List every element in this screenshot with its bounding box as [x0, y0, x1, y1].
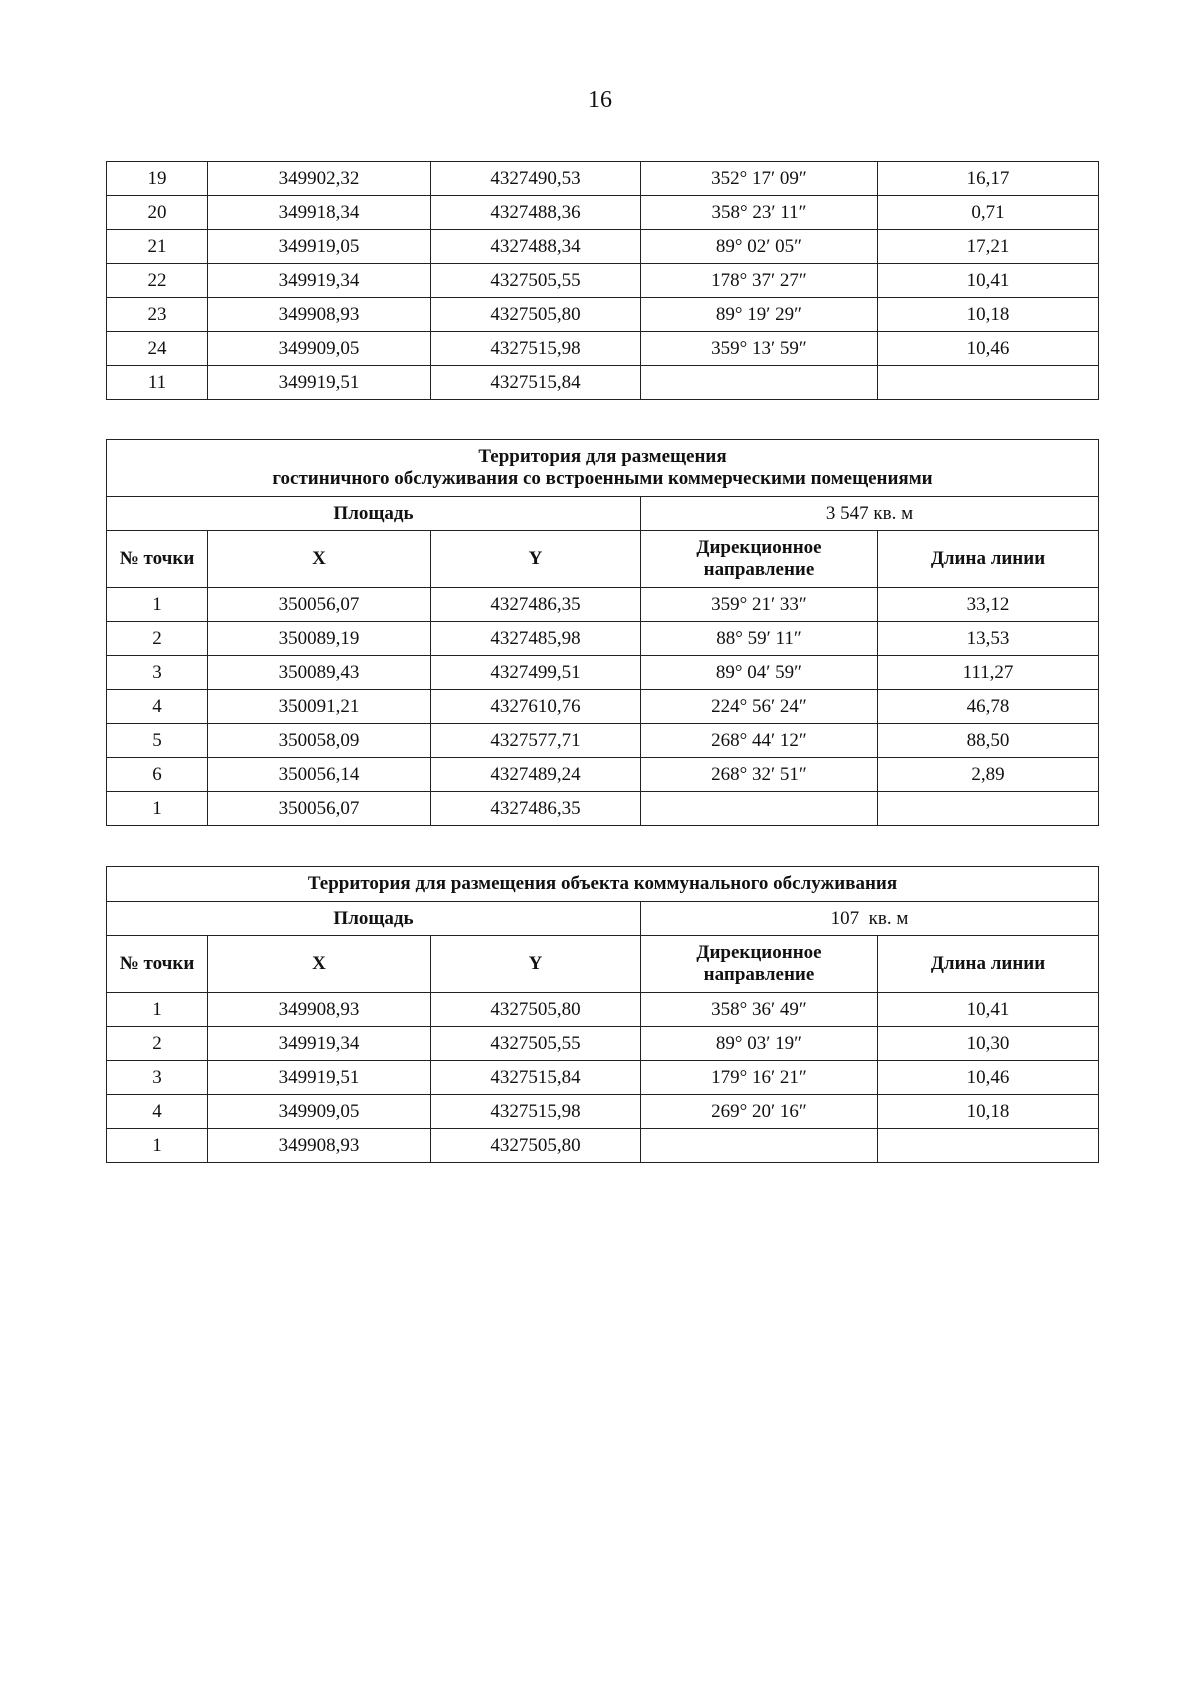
- table-row: [107, 332, 1099, 366]
- table-row: [107, 1129, 1099, 1163]
- cell-x: 349908,93: [208, 298, 431, 332]
- cell-direction: 269° 20′ 16″: [641, 1095, 878, 1129]
- area-row: [107, 497, 1099, 531]
- cell-y: 4327515,98: [431, 332, 641, 366]
- cell-point-number: 1: [107, 1129, 208, 1163]
- cell-direction: [641, 792, 878, 826]
- cell-line-length: 111,27: [878, 656, 1099, 690]
- cell-point-number: 1: [107, 993, 208, 1027]
- cell-line-length: 10,41: [878, 264, 1099, 298]
- cell-direction: 268° 44′ 12″: [641, 724, 878, 758]
- cell-y: 4327486,35: [431, 588, 641, 622]
- table-row: [107, 622, 1099, 656]
- table-row: [107, 758, 1099, 792]
- cell-point-number: 19: [107, 162, 208, 196]
- cell-direction: 89° 04′ 59″: [641, 656, 878, 690]
- table-title-line-1: Территория для размещения: [478, 446, 727, 467]
- cell-y: 4327488,34: [431, 230, 641, 264]
- cell-x: 349919,51: [208, 1061, 431, 1095]
- cell-x: 349909,05: [208, 332, 431, 366]
- table-3-body: [107, 993, 1099, 1163]
- table-row: [107, 230, 1099, 264]
- cell-y: 4327505,80: [431, 298, 641, 332]
- cell-point-number: 1: [107, 588, 208, 622]
- cell-x: 349908,93: [208, 1129, 431, 1163]
- table-row: [107, 1061, 1099, 1095]
- cell-x: 350089,43: [208, 656, 431, 690]
- table-title-row: [107, 440, 1099, 497]
- cell-point-number: 20: [107, 196, 208, 230]
- cell-line-length: 10,18: [878, 1095, 1099, 1129]
- table-row: [107, 264, 1099, 298]
- cell-y: 4327490,53: [431, 162, 641, 196]
- cell-y: 4327610,76: [431, 690, 641, 724]
- cell-line-length: [878, 366, 1099, 400]
- cell-point-number: 4: [107, 690, 208, 724]
- cell-x: 350056,07: [208, 792, 431, 826]
- cell-x: 349909,05: [208, 1095, 431, 1129]
- cell-line-length: 10,46: [878, 1061, 1099, 1095]
- cell-direction: [641, 366, 878, 400]
- table-row: [107, 1095, 1099, 1129]
- cell-line-length: 2,89: [878, 758, 1099, 792]
- table-title: Территория для размещения объекта коммунального обслуживания: [107, 867, 1099, 902]
- cell-y: 4327515,98: [431, 1095, 641, 1129]
- cell-line-length: 33,12: [878, 588, 1099, 622]
- cell-direction: 359° 13′ 59″: [641, 332, 878, 366]
- cell-x: 349902,32: [208, 162, 431, 196]
- header-row: [107, 531, 1099, 588]
- header-line-length: Длина линии: [878, 531, 1099, 588]
- table-row: [107, 196, 1099, 230]
- header-y: Y: [431, 531, 641, 588]
- cell-x: 350089,19: [208, 622, 431, 656]
- cell-line-length: 10,41: [878, 993, 1099, 1027]
- table-2-body: [107, 588, 1099, 826]
- cell-y: 4327505,80: [431, 993, 641, 1027]
- cell-point-number: 3: [107, 1061, 208, 1095]
- cell-point-number: 22: [107, 264, 208, 298]
- area-label: Площадь: [107, 497, 641, 531]
- cell-line-length: 46,78: [878, 690, 1099, 724]
- cell-line-length: 0,71: [878, 196, 1099, 230]
- cell-y: 4327505,80: [431, 1129, 641, 1163]
- table-1-body: [107, 162, 1099, 400]
- table-row: [107, 724, 1099, 758]
- table-row: [107, 656, 1099, 690]
- area-value: 107 кв. м: [641, 902, 1099, 936]
- cell-x: 350056,14: [208, 758, 431, 792]
- cell-line-length: 10,18: [878, 298, 1099, 332]
- cell-y: 4327515,84: [431, 366, 641, 400]
- cell-direction: 359° 21′ 33″: [641, 588, 878, 622]
- cell-line-length: 16,17: [878, 162, 1099, 196]
- cell-direction: 178° 37′ 27″: [641, 264, 878, 298]
- header-direction-line-2: направление: [703, 964, 815, 985]
- header-point-number: № точки: [107, 531, 208, 588]
- area-row: [107, 902, 1099, 936]
- header-y: Y: [431, 936, 641, 993]
- cell-direction: 224° 56′ 24″: [641, 690, 878, 724]
- table-title-row: [107, 867, 1099, 902]
- cell-line-length: 10,30: [878, 1027, 1099, 1061]
- cell-line-length: 10,46: [878, 332, 1099, 366]
- cell-line-length: [878, 1129, 1099, 1163]
- cell-point-number: 5: [107, 724, 208, 758]
- cell-direction: 358° 23′ 11″: [641, 196, 878, 230]
- cell-point-number: 2: [107, 1027, 208, 1061]
- table-row: [107, 993, 1099, 1027]
- cell-y: 4327488,36: [431, 196, 641, 230]
- cell-point-number: 4: [107, 1095, 208, 1129]
- cell-direction: 268° 32′ 51″: [641, 758, 878, 792]
- table-row: [107, 588, 1099, 622]
- cell-direction: 89° 03′ 19″: [641, 1027, 878, 1061]
- table-row: [107, 792, 1099, 826]
- cell-x: 349918,34: [208, 196, 431, 230]
- header-row: [107, 936, 1099, 993]
- table-row: [107, 1027, 1099, 1061]
- area-label: Площадь: [107, 902, 641, 936]
- cell-x: 349908,93: [208, 993, 431, 1027]
- communal-territory-table: [106, 866, 1099, 1163]
- page-number: 16: [588, 87, 612, 113]
- cell-point-number: 23: [107, 298, 208, 332]
- cell-point-number: 2: [107, 622, 208, 656]
- cell-line-length: 88,50: [878, 724, 1099, 758]
- header-point-number: № точки: [107, 936, 208, 993]
- header-x: X: [208, 936, 431, 993]
- cell-line-length: 13,53: [878, 622, 1099, 656]
- cell-y: 4327485,98: [431, 622, 641, 656]
- cell-point-number: 1: [107, 792, 208, 826]
- header-x: X: [208, 531, 431, 588]
- cell-direction: 88° 59′ 11″: [641, 622, 878, 656]
- header-direction-line-1: Дирекционное: [696, 942, 822, 963]
- cell-y: 4327489,24: [431, 758, 641, 792]
- coordinates-table-continuation: [106, 161, 1099, 400]
- cell-x: 349919,34: [208, 1027, 431, 1061]
- cell-y: 4327505,55: [431, 1027, 641, 1061]
- cell-direction: 352° 17′ 09″: [641, 162, 878, 196]
- cell-x: 349919,34: [208, 264, 431, 298]
- table-title: [107, 440, 1099, 497]
- hotel-territory-table: [106, 439, 1099, 826]
- cell-point-number: 3: [107, 656, 208, 690]
- table-title-line-2: гостиничного обслуживания со встроенными коммерческими помещениями: [272, 468, 933, 489]
- cell-point-number: 24: [107, 332, 208, 366]
- cell-x: 350058,09: [208, 724, 431, 758]
- cell-y: 4327486,35: [431, 792, 641, 826]
- cell-direction: 89° 19′ 29″: [641, 298, 878, 332]
- header-direction-line-2: направление: [703, 559, 815, 580]
- area-value: 3 547 кв. м: [641, 497, 1099, 531]
- cell-line-length: [878, 792, 1099, 826]
- cell-x: 349919,51: [208, 366, 431, 400]
- header-line-length: Длина линии: [878, 936, 1099, 993]
- cell-x: 349919,05: [208, 230, 431, 264]
- table-row: [107, 690, 1099, 724]
- cell-direction: 179° 16′ 21″: [641, 1061, 878, 1095]
- table-row: [107, 162, 1099, 196]
- header-direction: [641, 531, 878, 588]
- header-direction-line-1: Дирекционное: [696, 537, 822, 558]
- table-row: [107, 298, 1099, 332]
- cell-line-length: 17,21: [878, 230, 1099, 264]
- cell-y: 4327505,55: [431, 264, 641, 298]
- cell-point-number: 21: [107, 230, 208, 264]
- cell-y: 4327515,84: [431, 1061, 641, 1095]
- table-row: [107, 366, 1099, 400]
- cell-direction: [641, 1129, 878, 1163]
- cell-point-number: 6: [107, 758, 208, 792]
- cell-direction: 89° 02′ 05″: [641, 230, 878, 264]
- cell-y: 4327577,71: [431, 724, 641, 758]
- cell-y: 4327499,51: [431, 656, 641, 690]
- cell-point-number: 11: [107, 366, 208, 400]
- header-direction: [641, 936, 878, 993]
- cell-x: 350091,21: [208, 690, 431, 724]
- cell-x: 350056,07: [208, 588, 431, 622]
- cell-direction: 358° 36′ 49″: [641, 993, 878, 1027]
